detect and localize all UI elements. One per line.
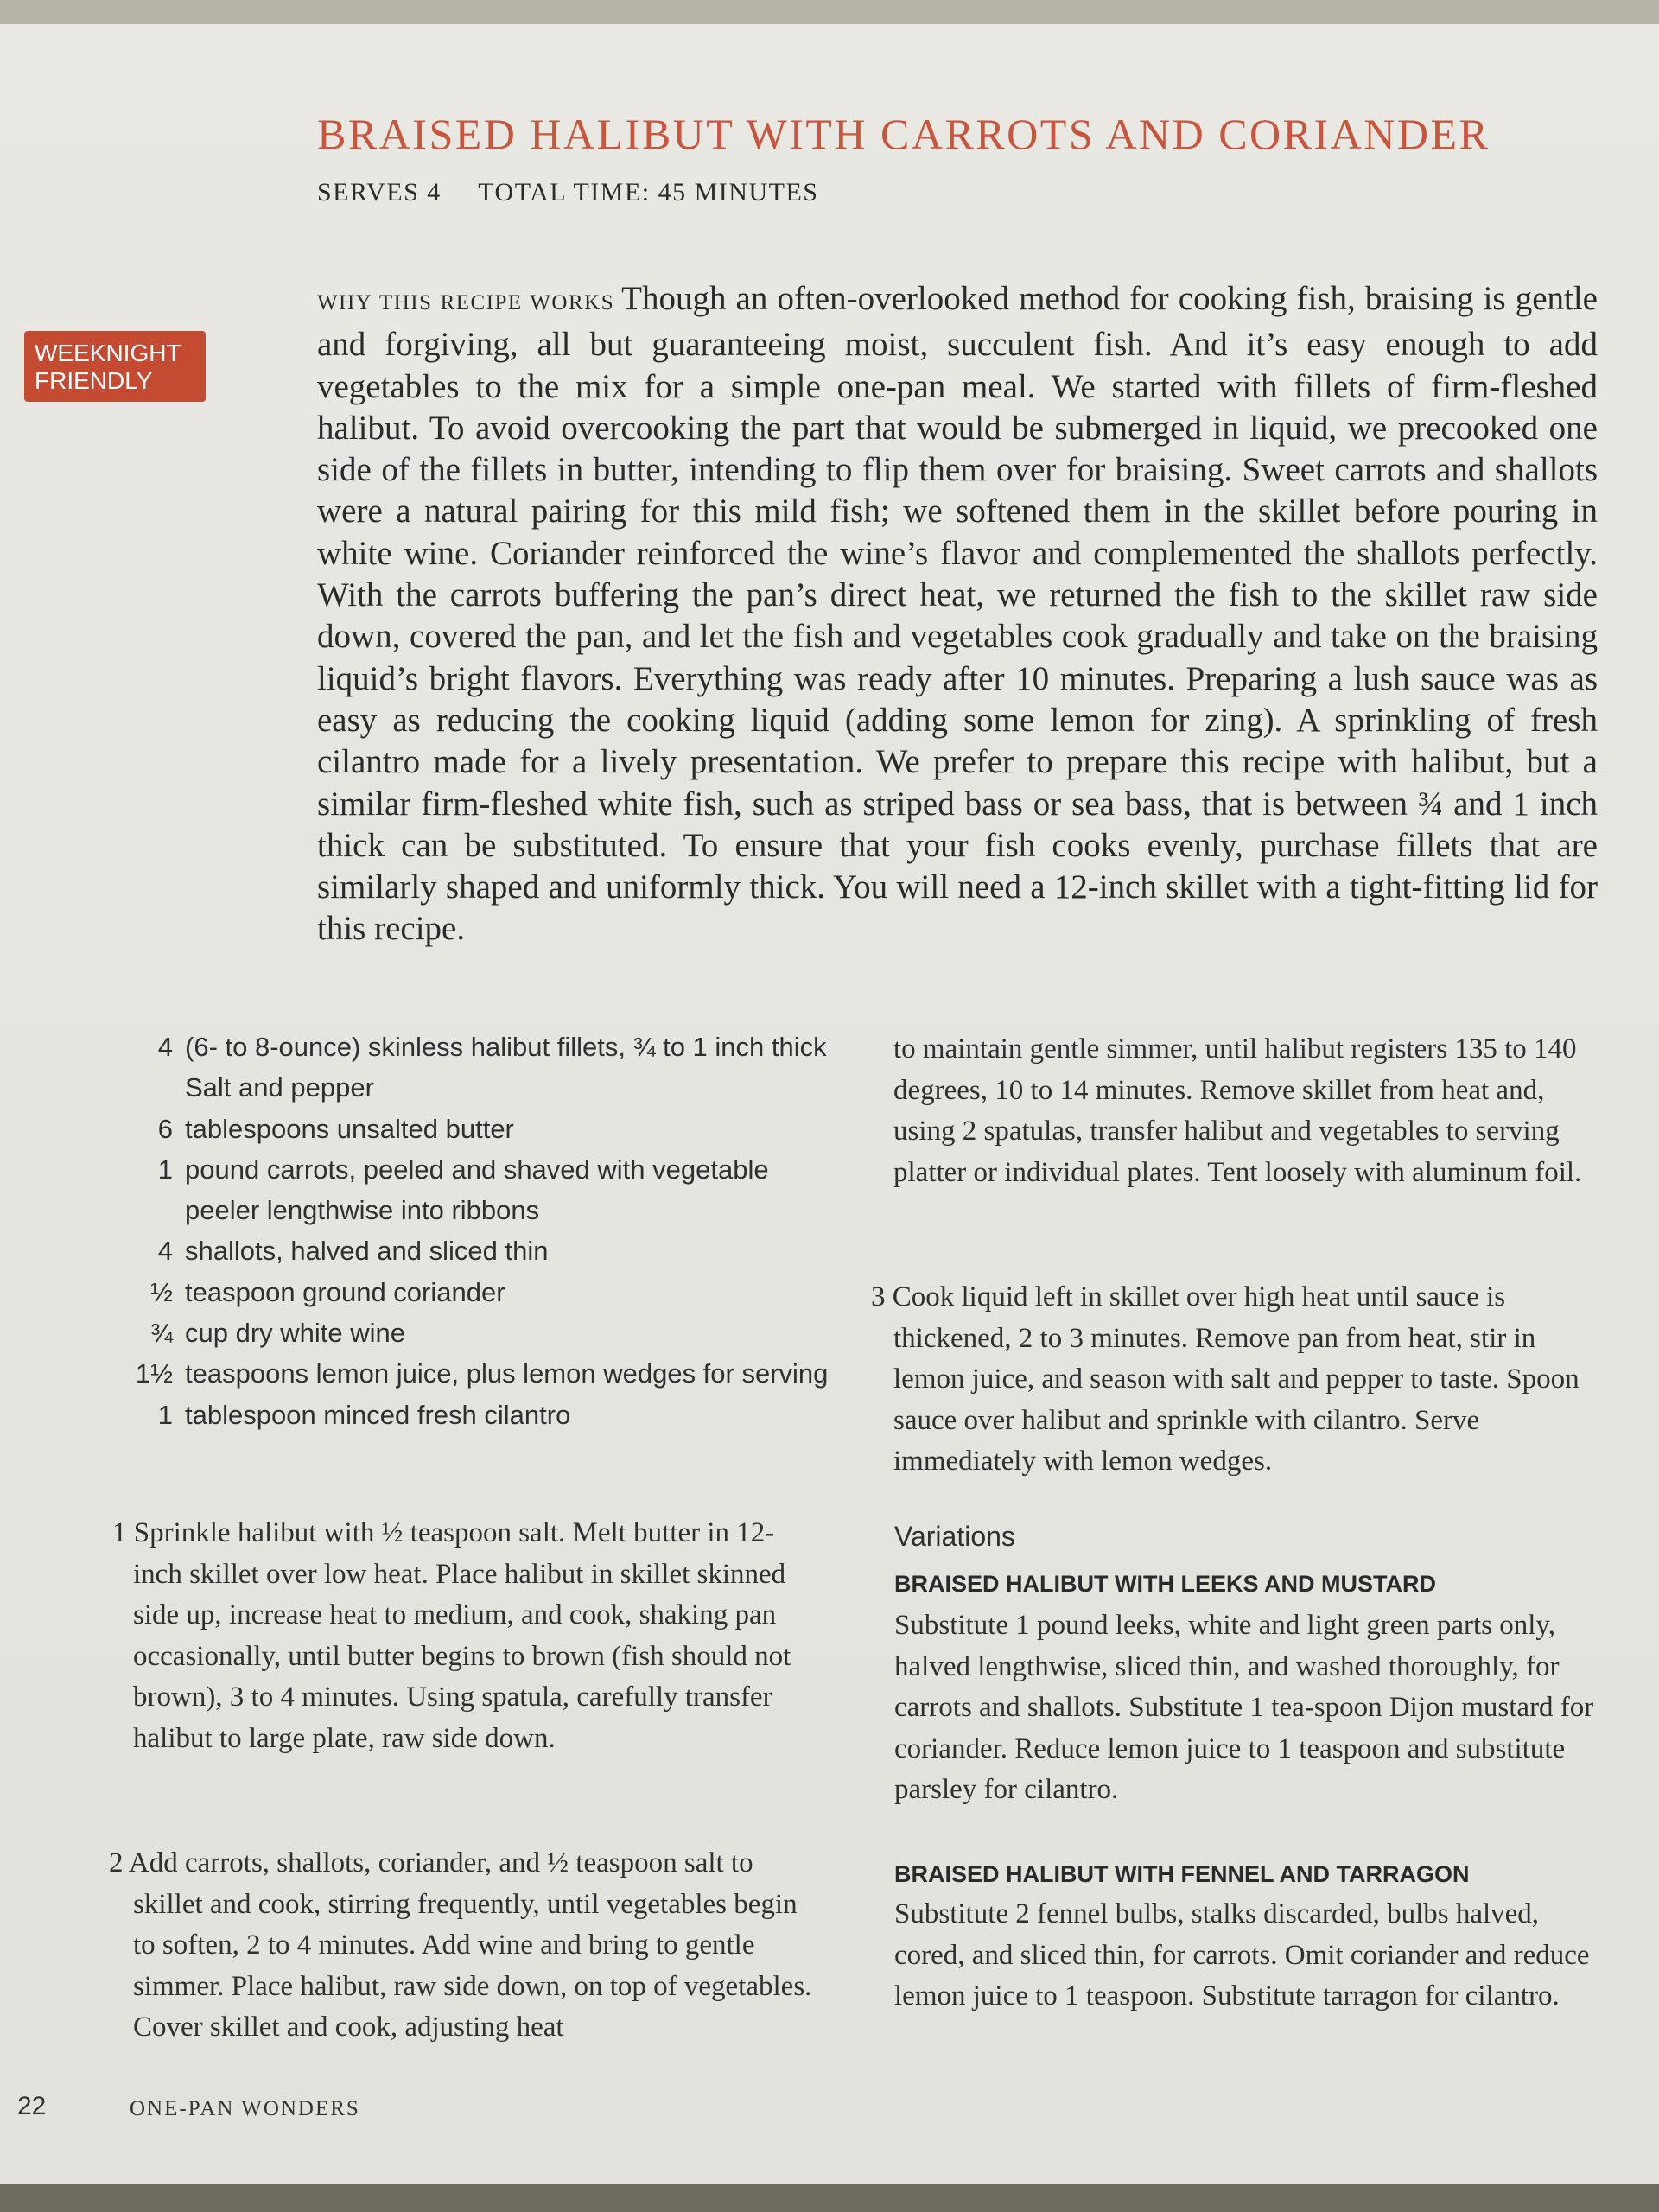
table-edge-bottom xyxy=(0,2184,1659,2212)
ingredient-quantity: 1 xyxy=(157,1399,173,1430)
recipe-meta xyxy=(317,178,848,207)
ingredient-quantity: 1 xyxy=(157,1154,173,1185)
step-2-continued: to maintain gentle simmer, until halibut registers 135 to 140 degrees, 10 to 14 minutes. Remove skillet from heat and, using 2 spatulas, transfer halibut and vegetables to serving platter or individual plates. Tent loosely with aluminum foil. xyxy=(893,1033,1582,1188)
variation-1-text: Substitute 1 pound leeks, white and light green parts only, halved lengthwise, sliced thin, and washed thoroughly, for carrots and shallots. Substitute 1 tea-spoon Dijon mustard for coriander. Reduce lemon juice to 1 teaspoon and substitute parsley for cilantro. xyxy=(894,1610,1594,1805)
recipe-title: BRAISED HALIBUT WITH CARROTS AND CORIANDER xyxy=(317,110,1491,158)
ingredient-item xyxy=(112,1395,838,1435)
table-edge-top xyxy=(0,0,1659,24)
ingredient-item xyxy=(112,1313,838,1353)
badge-line-1: WEEKNIGHT xyxy=(35,340,181,366)
ingredient-text: (6- to 8-ounce) skinless halibut fillets, ¾ to 1 inch thick xyxy=(185,1032,827,1062)
ingredient-item xyxy=(112,1353,838,1394)
ingredient-item xyxy=(112,1027,838,1067)
ingredient-item xyxy=(112,1109,838,1149)
ingredient-item xyxy=(112,1067,838,1108)
step-2: 2 Add carrots, shallots, coriander, and ½ teaspoon salt to skillet and cook, stirring frequently, until vegetables begin to soften, 2 to 4 minutes. Add wine and bring to gentle simmer. Place halibut, raw side down, on top of vegetables. Cover skillet and cook, adjusting heat xyxy=(109,1847,812,2043)
why-this-recipe-works xyxy=(317,278,1598,950)
step-3: 3 Cook liquid left in skillet over high heat until sauce is thickened, 2 to 3 minutes. Remove pan from heat, stir in lemon juice, and season with salt and pepper to taste. Spoon sauce over halibut and sprinkle with cilantro. Serve immediately with lemon wedges. xyxy=(871,1281,1580,1477)
intro-lead: WHY THIS RECIPE WORKS xyxy=(317,291,615,315)
variations-heading: Variations xyxy=(894,1521,1015,1552)
ingredient-text: teaspoon ground coriander xyxy=(185,1276,505,1307)
intro-text: Though an often-overlooked method for cooking fish, braising is gentle and forgiving, all but guaranteeing moist, succulent fish. And it’s easy enough to add vegetables to the mix for a simple one-pan meal. We started with fillets of firm-fleshed halibut. To avoid overcooking the part that would be submerged in liquid, we precooked one side of the fillets in butter, intending to flip them over for braising. Sweet carrots and shallots were a natural pairing for this mild fish; we softened them in the skillet before pouring in white wine. Coriander reinforced the wine’s flavor and complemented the shallots perfectly. With the carrots buffering the pan’s direct heat, we returned the fish to the skillet raw side down, covered the pan, and let the fish and vegetables cook gradually and take on the braising liquid’s bright flavors. Everything was ready after 10 minutes. Preparing a lush sauce was as easy as reducing the cooking liquid (adding some lemon for zing). A sprinkling of fresh cilantro made for a lively presentation. We prefer to prepare this recipe with halibut, but a similar firm-fleshed white fish, such as striped bass or sea bass, that is between ¾ and 1 inch thick can be substituted. To ensure that your fish cooks evenly, purchase fillets that are similarly shaped and uniformly thick. You will need a 12-inch skillet with a tight-fitting lid for this recipe. xyxy=(317,280,1598,948)
ingredient-quantity: 4 xyxy=(157,1236,173,1267)
variation-2-text: Substitute 2 fennel bulbs, stalks discarded, bulbs halved, cored, and sliced thin, for carrots. Omit coriander and reduce lemon juice to 1 teaspoon. Substitute tarragon for cilantro. xyxy=(894,1898,1590,2012)
cookbook-page xyxy=(0,24,1659,2184)
total-time-label: TOTAL TIME: 45 MINUTES xyxy=(478,178,819,207)
ingredient-quantity: ¾ xyxy=(150,1318,173,1349)
serves-label: SERVES 4 xyxy=(317,178,442,207)
ingredient-list xyxy=(112,1027,838,1435)
ingredient-quantity: 1½ xyxy=(135,1358,173,1389)
ingredient-item xyxy=(112,1149,838,1231)
step-1: 1 Sprinkle halibut with ½ teaspoon salt. Melt butter in 12-inch skillet over low heat. Place halibut in skillet skinned side up, increase heat to medium, and cook, shaking pan occasionally, until butter begins to brown (fish should not brown), 3 to 4 minutes. Using spatula, carefully transfer halibut to large plate, raw side down. xyxy=(112,1517,791,1754)
ingredient-quantity: 4 xyxy=(157,1032,173,1062)
page-number: 22 xyxy=(17,2092,47,2120)
variation-2-title: BRAISED HALIBUT WITH FENNEL AND TARRAGON xyxy=(894,1861,1470,1887)
ingredient-text: pound carrots, peeled and shaved with vegetable peeler lengthwise into ribbons xyxy=(185,1154,769,1226)
ingredient-text: Salt and pepper xyxy=(185,1072,374,1103)
ingredient-quantity: ½ xyxy=(150,1276,173,1307)
ingredient-quantity xyxy=(112,1067,185,1108)
badge-line-2: FRIENDLY xyxy=(35,367,153,394)
ingredient-item xyxy=(112,1230,838,1271)
variation-1-title: BRAISED HALIBUT WITH LEEKS AND MUSTARD xyxy=(894,1571,1436,1597)
ingredient-text: cup dry white wine xyxy=(185,1318,406,1349)
ingredient-text: shallots, halved and sliced thin xyxy=(185,1236,549,1267)
ingredient-item xyxy=(112,1272,838,1313)
ingredient-text: tablespoons unsalted butter xyxy=(185,1113,514,1144)
weeknight-friendly-badge xyxy=(24,331,206,402)
ingredient-text: teaspoons lemon juice, plus lemon wedges for serving xyxy=(185,1358,829,1389)
book-title-footer: ONE-PAN WONDERS xyxy=(130,2097,360,2120)
ingredient-quantity: 6 xyxy=(157,1113,173,1144)
ingredient-text: tablespoon minced fresh cilantro xyxy=(185,1399,571,1430)
